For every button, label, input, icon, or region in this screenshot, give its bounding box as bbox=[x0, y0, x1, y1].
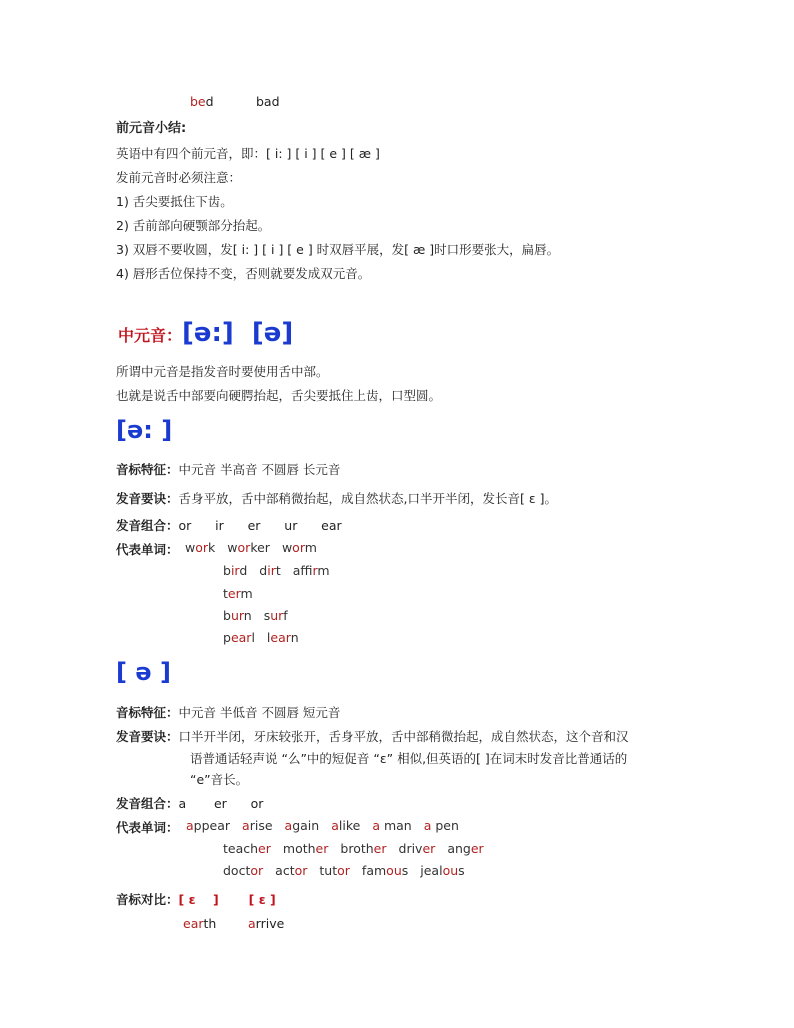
example-word-hi: ir bbox=[312, 563, 318, 578]
long-vowel-tips bbox=[116, 489, 557, 507]
front-summary-point: 4) 唇形舌位保持不变，否则就要发成双元音。 bbox=[116, 266, 371, 281]
example-word-post: m bbox=[317, 563, 330, 578]
short-vowel-tips bbox=[116, 727, 629, 745]
contrast-ipa-long: [ ɛ ] bbox=[178, 892, 219, 907]
example-word-post: pen bbox=[431, 818, 459, 833]
example-word bbox=[282, 540, 317, 555]
example-word-hi: or bbox=[250, 863, 264, 878]
example-word-pre: t bbox=[223, 586, 228, 601]
example-word-post: m bbox=[304, 540, 317, 555]
example-word-hi: or bbox=[292, 540, 305, 555]
example-word bbox=[259, 563, 280, 578]
contrast-line bbox=[116, 890, 276, 908]
example-word-pre: l bbox=[266, 630, 271, 645]
example-word bbox=[447, 841, 483, 856]
short-vowel-feature-label: 音标特征： bbox=[116, 705, 179, 720]
example-word-hi: er bbox=[422, 841, 436, 856]
contrast-word-earth bbox=[183, 916, 216, 931]
example-word-pre: ang bbox=[447, 841, 471, 856]
example-word-pre: moth bbox=[282, 841, 316, 856]
example-word bbox=[242, 818, 273, 833]
example-word-hi: ou bbox=[442, 863, 459, 878]
example-word-pre: fam bbox=[361, 863, 387, 878]
front-summary-line2: 发前元音时必须注意： bbox=[116, 170, 242, 185]
example-word-hi: ir bbox=[230, 563, 240, 578]
example-word bbox=[275, 863, 307, 878]
word-row bbox=[223, 586, 265, 601]
example-word bbox=[420, 863, 464, 878]
word-row bbox=[223, 841, 496, 856]
example-word-post: k bbox=[208, 540, 216, 555]
example-word-hi: or bbox=[195, 540, 209, 555]
word-row bbox=[223, 563, 342, 578]
example-word-post: rise bbox=[249, 818, 273, 833]
example-word-pre: teach bbox=[223, 841, 259, 856]
example-word-pre: tut bbox=[319, 863, 338, 878]
example-word bbox=[331, 818, 360, 833]
example-word-hi: er bbox=[470, 841, 484, 856]
short-vowel-tips-label: 发音要诀： bbox=[116, 729, 179, 744]
example-word-pre: d bbox=[259, 563, 268, 578]
example-word-hi: er bbox=[227, 586, 241, 601]
example-word-hi: or bbox=[337, 863, 350, 878]
example-word bbox=[223, 586, 253, 601]
short-vowel-combo-label: 发音组合： bbox=[116, 796, 179, 811]
long-vowel-feature bbox=[116, 460, 340, 478]
example-word-post: ppear bbox=[193, 818, 231, 833]
example-word-hi: ur bbox=[230, 608, 244, 623]
example-word-hi: ou bbox=[386, 863, 402, 878]
long-vowel-tips-label: 发音要诀： bbox=[116, 491, 179, 506]
example-word-post: like bbox=[338, 818, 361, 833]
short-vowel-combo-text: a er or bbox=[178, 796, 264, 811]
example-word-hi: a bbox=[423, 818, 432, 833]
short-vowel-feature bbox=[116, 703, 340, 721]
contrast-label: 音标对比： bbox=[116, 892, 179, 907]
example-word-hi: ur bbox=[270, 608, 284, 623]
example-word bbox=[227, 540, 270, 555]
short-vowel-ipa: [ ə ] bbox=[116, 658, 171, 686]
example-word-hi: or bbox=[237, 540, 251, 555]
example-word bbox=[340, 841, 386, 856]
intro-word-bed-hi: be bbox=[190, 94, 206, 109]
example-word-hi: a bbox=[242, 818, 250, 833]
example-word-hi: ear bbox=[230, 630, 252, 645]
intro-word-bad-text: bad bbox=[256, 94, 280, 109]
example-word-post: man bbox=[379, 818, 412, 833]
example-word-hi: or bbox=[294, 863, 308, 878]
front-summary-point: 2) 舌前部向硬颚部分抬起。 bbox=[116, 218, 271, 233]
contrast-word-arrive bbox=[248, 916, 284, 931]
example-word-pre: s bbox=[263, 608, 271, 623]
central-desc2: 也就是说舌中部要向硬腭抬起，舌尖要抵住上齿，口型圆。 bbox=[116, 388, 442, 403]
word-row bbox=[223, 608, 300, 623]
example-word-post: f bbox=[283, 608, 288, 623]
example-word-pre: p bbox=[223, 630, 231, 645]
example-word-pre: w bbox=[227, 540, 238, 555]
example-word-post: gain bbox=[292, 818, 320, 833]
example-word bbox=[362, 863, 408, 878]
example-word-post: n bbox=[290, 630, 299, 645]
example-word bbox=[185, 540, 215, 555]
example-word-post: d bbox=[239, 563, 248, 578]
example-word bbox=[372, 818, 411, 833]
example-word bbox=[223, 563, 247, 578]
example-word bbox=[424, 818, 459, 833]
example-word bbox=[293, 563, 330, 578]
short-vowel-tips-line2: 语普通话轻声说 “么”中的短促音 “ɛ” 相似,但英语的[ ]在词末时发音比普通话的 bbox=[190, 751, 628, 766]
example-word-hi: er bbox=[315, 841, 329, 856]
example-word bbox=[285, 818, 320, 833]
contrast-word-arrive-hi: a bbox=[248, 916, 256, 931]
example-word-hi: ir bbox=[267, 563, 276, 578]
example-word bbox=[186, 818, 230, 833]
example-word-pre: aff bbox=[292, 563, 313, 578]
example-word-pre: doct bbox=[223, 863, 251, 878]
contrast-word-earth-post: th bbox=[203, 916, 217, 931]
intro-word-bad bbox=[256, 94, 280, 109]
front-summary-title: 前元音小结: bbox=[116, 121, 187, 136]
example-word-pre: driv bbox=[398, 841, 423, 856]
front-summary-point: 1) 舌尖要抵住下齿。 bbox=[116, 194, 233, 209]
example-word bbox=[319, 863, 350, 878]
front-summary-line1: 英语中有四个前元音，即：[ i: ] [ i ] [ e ] [ æ ] bbox=[116, 146, 380, 161]
short-vowel-tips-line3: “e”音长。 bbox=[190, 772, 249, 787]
example-word-post: m bbox=[240, 586, 253, 601]
example-word-pre: b bbox=[223, 563, 231, 578]
long-vowel-feature-text: 中元音 半高音 不圆唇 长元音 bbox=[178, 462, 341, 477]
long-vowel-combo-text: or ir er ur ear bbox=[178, 518, 342, 533]
example-word-hi: er bbox=[373, 841, 387, 856]
example-word-pre: b bbox=[223, 608, 231, 623]
example-word-pre: w bbox=[281, 540, 293, 555]
example-word-post: n bbox=[243, 608, 252, 623]
central-heading-ipa-long: [ə:] bbox=[182, 318, 234, 348]
central-heading bbox=[118, 318, 293, 348]
contrast-ipa-short: [ ɛ ] bbox=[248, 892, 276, 907]
long-vowel-combo-label: 发音组合： bbox=[116, 518, 179, 533]
example-word-pre: broth bbox=[340, 841, 374, 856]
contrast-word-earth-hi: ear bbox=[183, 916, 204, 931]
example-word-hi: a bbox=[284, 818, 293, 833]
example-word-hi: a bbox=[186, 818, 194, 833]
short-vowel-words-label: 代表单词： bbox=[116, 820, 179, 835]
short-vowel-feature-text: 中元音 半低音 不圆唇 短元音 bbox=[178, 705, 341, 720]
long-vowel-feature-label: 音标特征： bbox=[116, 462, 179, 477]
short-vowel-tips-line1: 口半开半闭，牙床较张开，舌身平放，舌中部稍微抬起，成自然状态，这个音和汉 bbox=[178, 729, 629, 744]
example-word bbox=[264, 608, 288, 623]
example-word bbox=[267, 630, 299, 645]
long-vowel-combo bbox=[116, 516, 342, 534]
word-row bbox=[185, 540, 329, 555]
example-word bbox=[283, 841, 329, 856]
example-word-hi: ear bbox=[270, 630, 291, 645]
short-vowel-combo bbox=[116, 794, 263, 812]
example-word-pre: w bbox=[185, 540, 196, 555]
word-row bbox=[186, 818, 471, 833]
central-desc1: 所谓中元音是指发音时要使用舌中部。 bbox=[116, 364, 329, 379]
example-word-pre: act bbox=[275, 863, 295, 878]
word-row bbox=[223, 630, 311, 645]
intro-word-bed bbox=[190, 94, 214, 109]
central-heading-label: 中元音： bbox=[118, 326, 183, 345]
example-word-hi: a bbox=[372, 818, 380, 833]
word-row bbox=[223, 863, 477, 878]
example-word-post: t bbox=[275, 563, 281, 578]
long-vowel-ipa: [ə: ] bbox=[116, 416, 173, 444]
central-heading-ipa-short: [ə] bbox=[251, 318, 294, 348]
example-word bbox=[223, 608, 252, 623]
example-word-pre: jeal bbox=[420, 863, 443, 878]
example-word-post: l bbox=[251, 630, 255, 645]
front-summary-point: 3) 双唇不要收圆，发[ i: ] [ i ] [ e ] 时双唇平展，发[ æ ]时口形要张大，扁唇。 bbox=[116, 242, 560, 257]
example-word-hi: er bbox=[258, 841, 271, 856]
intro-word-bed-post: d bbox=[205, 94, 214, 109]
long-vowel-words-label: 代表单词： bbox=[116, 542, 179, 557]
example-word bbox=[223, 863, 263, 878]
example-word bbox=[399, 841, 436, 856]
long-vowel-tips-text: 舌身平放，舌中部稍微抬起，成自然状态,口半开半闭，发长音[ ɛ ]。 bbox=[178, 491, 557, 506]
example-word bbox=[223, 630, 255, 645]
example-word-hi: a bbox=[331, 818, 339, 833]
example-word bbox=[223, 841, 271, 856]
example-word-post: s bbox=[458, 863, 465, 878]
example-word-post: ker bbox=[250, 540, 270, 555]
example-word-post: s bbox=[401, 863, 409, 878]
contrast-word-arrive-post: rrive bbox=[255, 916, 285, 931]
